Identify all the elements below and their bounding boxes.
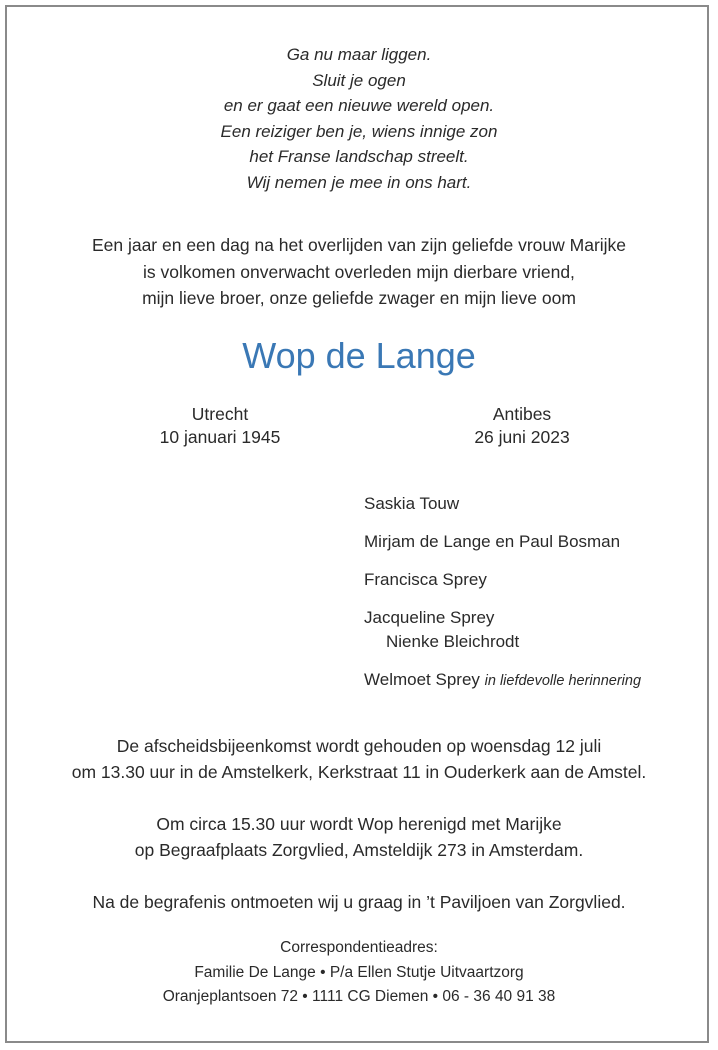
address-line: Oranjeplantsoen 72 • 1111 CG Diemen • 06 - 36 40 91 38 bbox=[162, 988, 556, 1005]
mourner-name: Mirjam de Lange en Paul Bosman bbox=[364, 532, 621, 551]
mourner-name: Jacqueline Sprey bbox=[364, 608, 495, 627]
poem-line: het Franse landschap streelt. bbox=[249, 147, 469, 167]
birth-info bbox=[120, 403, 320, 449]
burial-line: op Begraafplaats Zorgvlied, Amsteldijk 273 in Amsterdam. bbox=[134, 840, 584, 860]
ceremony-info bbox=[0, 733, 718, 915]
mourner-row bbox=[364, 668, 641, 692]
deceased-name: Wop de Lange bbox=[242, 335, 476, 376]
mourner-name: Nienke Bleichrodt bbox=[386, 632, 520, 651]
birth-date: 10 januari 1945 bbox=[159, 427, 281, 447]
intro-line: is volkomen onverwacht overleden mijn dierbare vriend, bbox=[143, 261, 575, 282]
poem-line: Een reiziger ben je, wiens innige zon bbox=[220, 121, 498, 141]
correspondence-address bbox=[0, 936, 718, 1010]
address-heading: Correspondentieadres: bbox=[280, 939, 438, 956]
death-place: Antibes bbox=[492, 404, 552, 424]
intro-line: mijn lieve broer, onze geliefde zwager en mijn lieve oom bbox=[142, 288, 576, 308]
death-date: 26 juni 2023 bbox=[474, 427, 570, 447]
reception-line: Na de begrafenis ontmoeten wij u graag in ’t Paviljoen van Zorgvlied. bbox=[92, 892, 626, 912]
mourner-name: Saskia Touw bbox=[364, 494, 460, 513]
poem-line: Wij nemen je mee in ons hart. bbox=[246, 172, 472, 192]
poem-line: Ga nu maar liggen. bbox=[286, 45, 432, 64]
ceremony-line: om 13.30 uur in de Amstelkerk, Kerkstraat 11 in Ouderkerk aan de Amstel. bbox=[71, 762, 647, 782]
mourners-list bbox=[364, 492, 641, 692]
ceremony-line: De afscheidsbijeenkomst wordt gehouden op woensdag 12 juli bbox=[116, 736, 602, 756]
mourner-note: in liefdevolle herinnering bbox=[484, 673, 642, 689]
address-line: Familie De Lange • P/a Ellen Stutje Uitvaartzorg bbox=[194, 963, 524, 981]
burial-line: Om circa 15.30 uur wordt Wop herenigd met Marijke bbox=[156, 814, 562, 834]
announcement-intro bbox=[0, 232, 718, 312]
mourner-name: Francisca Sprey bbox=[364, 570, 487, 589]
poem-line: Sluit je ogen bbox=[312, 70, 406, 90]
birth-place: Utrecht bbox=[191, 404, 249, 424]
intro-line: Een jaar en een dag na het overlijden van zijn geliefde vrouw Marijke bbox=[91, 235, 627, 255]
death-info bbox=[422, 403, 622, 449]
poem bbox=[0, 42, 718, 196]
mourner-name: Welmoet Sprey bbox=[364, 670, 480, 689]
poem-line: en er gaat een nieuwe wereld open. bbox=[223, 96, 495, 116]
